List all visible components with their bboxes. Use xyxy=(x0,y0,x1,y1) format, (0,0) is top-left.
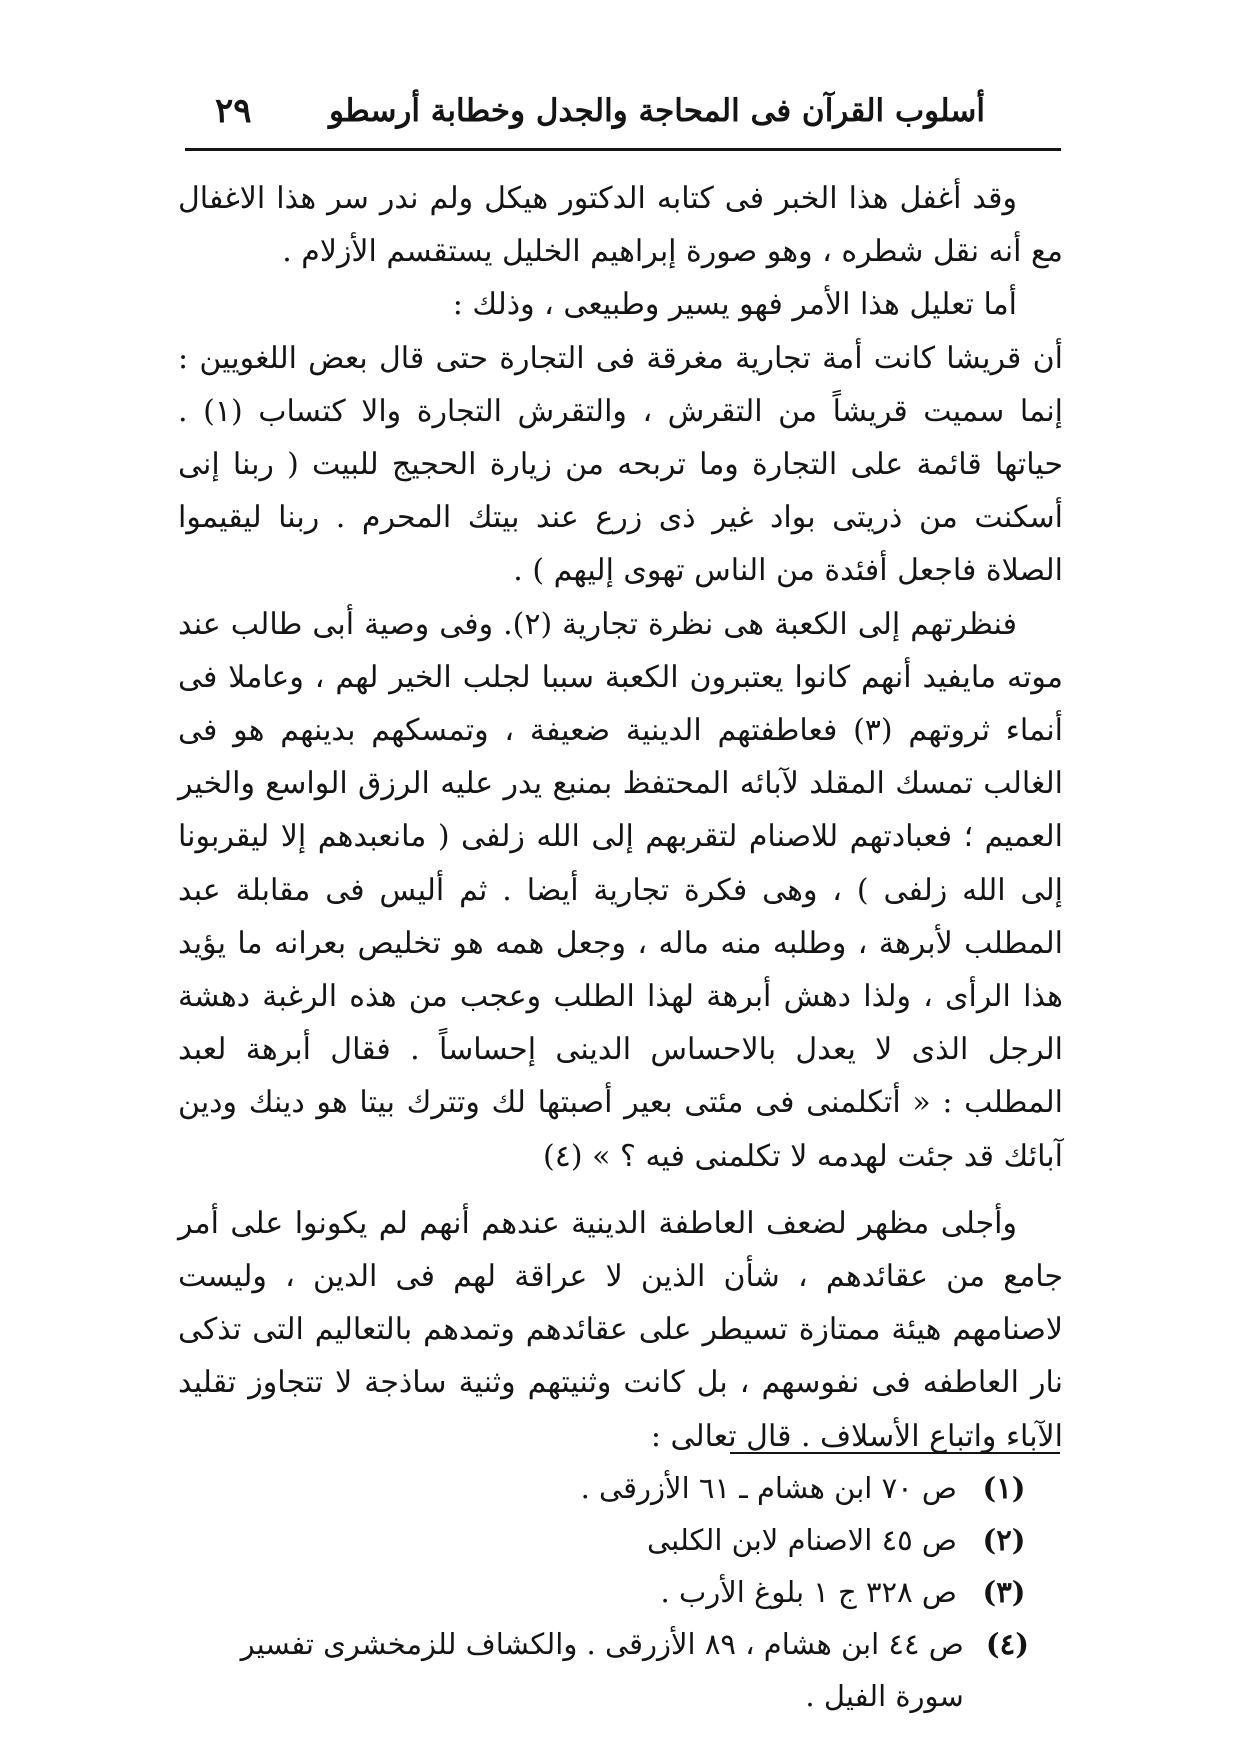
footnote-item xyxy=(178,1618,1033,1722)
footnote-item xyxy=(178,1566,1033,1618)
footnote-text: ص ٣٢٨ ج ١ بلوغ الأرب . xyxy=(660,1575,957,1609)
paragraph: وقد أغفل هذا الخبر فى كتابه الدكتور هيكل ولم ندر سر هذا الاغفال مع أنه نقل شطره ، وهو صورة إبراهيم الخليل يستقسم الأزلام . xyxy=(178,181,1063,270)
footnote-text: ص ٤٤ ابن هشام ، ٨٩ الأزرقى . والكشاف للزمخشرى تفسير سورة الفيل . xyxy=(240,1627,964,1713)
paragraph: أما تعليل هذا الأمر فهو يسير وطبيعى ، وذلك : xyxy=(452,287,1017,323)
footnotes xyxy=(178,1462,1033,1722)
footnote-text: ص ٧٠ ابن هشام ـ ٦١ الأزرقى . xyxy=(580,1471,957,1505)
footnote-number: (١) xyxy=(982,1471,1026,1505)
footnote-number: (٢) xyxy=(982,1523,1026,1557)
paragraph: وأجلى مظهر لضعف العاطفة الدينية عندهم أنهم لم يكونوا على أمر جامع من عقائدهم ، شأن الذين لا عراقة لهم فى الدين ، وليست لاصنامهم هيئة ممتازة تسيطر على عقائدهم وتمدهم بالتعاليم التى تذكى نار العاطفه فى نفوسهم ، بل كانت وثنيتهم وثنية ساذجة لا تتجاوز تقليد الآباء واتباع الأسلاف . قال تعالى : xyxy=(178,1205,1063,1454)
footnote-item xyxy=(178,1462,1033,1514)
body-text xyxy=(178,172,1063,1463)
page-number: ٢٩ xyxy=(215,91,252,131)
header-rule xyxy=(185,148,1061,151)
footnote-number: (٣) xyxy=(982,1575,1026,1609)
footnote-text: ص ٤٥ الاصنام لابن الكلبى xyxy=(647,1523,957,1557)
footnote-number: (٤) xyxy=(985,1627,1029,1661)
running-title: أسلوب القرآن فى المحاجة والجدل وخطابة أرسطو xyxy=(329,93,985,129)
paragraph: أن قريشا كانت أمة تجارية مغرقة فى التجارة حتى قال بعض اللغويين : إنما سميت قريشاً من التقرش ، والتقرش التجارة والا كتساب (١) . حياتها قائمة على التجارة وما تربحه من زيارة الحجيج للبيت ( ربنا إنى أسكنت من ذريتى بواد غير ذى زرع عند بيتك المحرم . ربنا ليقيموا الصلاة فاجعل أفئدة من الناس تهوى إليهم ) . xyxy=(178,340,1064,589)
page-header xyxy=(185,78,1055,144)
footnote-rule xyxy=(730,1452,1060,1454)
footnote-item xyxy=(178,1514,1033,1566)
paragraph: فنظرتهم إلى الكعبة هى نظرة تجارية (٢). وفى وصية أبى طالب عند موته مايفيد أنهم كانوا يعتبرون الكعبة سببا لجلب الخير لهم ، وعاملا فى أنماء ثروتهم (٣) فعاطفتهم الدينية ضعيفة ، وتمسكهم بدينهم هو فى الغالب تمسك المقلد لآبائه المحتفظ بمنبع يدر عليه الرزق الواسع والخير العميم ؛ فعبادتهم للاصنام لتقربهم إلى الله زلفى ( مانعبدهم إلا ليقربونا إلى الله زلفى ) ، وهى فكرة تجارية أيضا . ثم أليس فى مقابلة عبد المطلب لأبرهة ، وطلبه منه ماله ، وجعل همه هو تخليص بعرانه ما يؤيد هذا الرأى ، ولذا دهش أبرهة لهذا الطلب وعجب من هذه الرغبة دهشة الرجل الذى لا يعدل بالاحساس الدينى إحساساً . فقال أبرهة لعبد المطلب : « أتكلمنى فى مئتى بعير أصبتها لك وتترك بيتا هو دينك ودين آبائك قد جئت لهدمه لا تكلمنى فيه ؟ » (٤) xyxy=(178,606,1064,1174)
